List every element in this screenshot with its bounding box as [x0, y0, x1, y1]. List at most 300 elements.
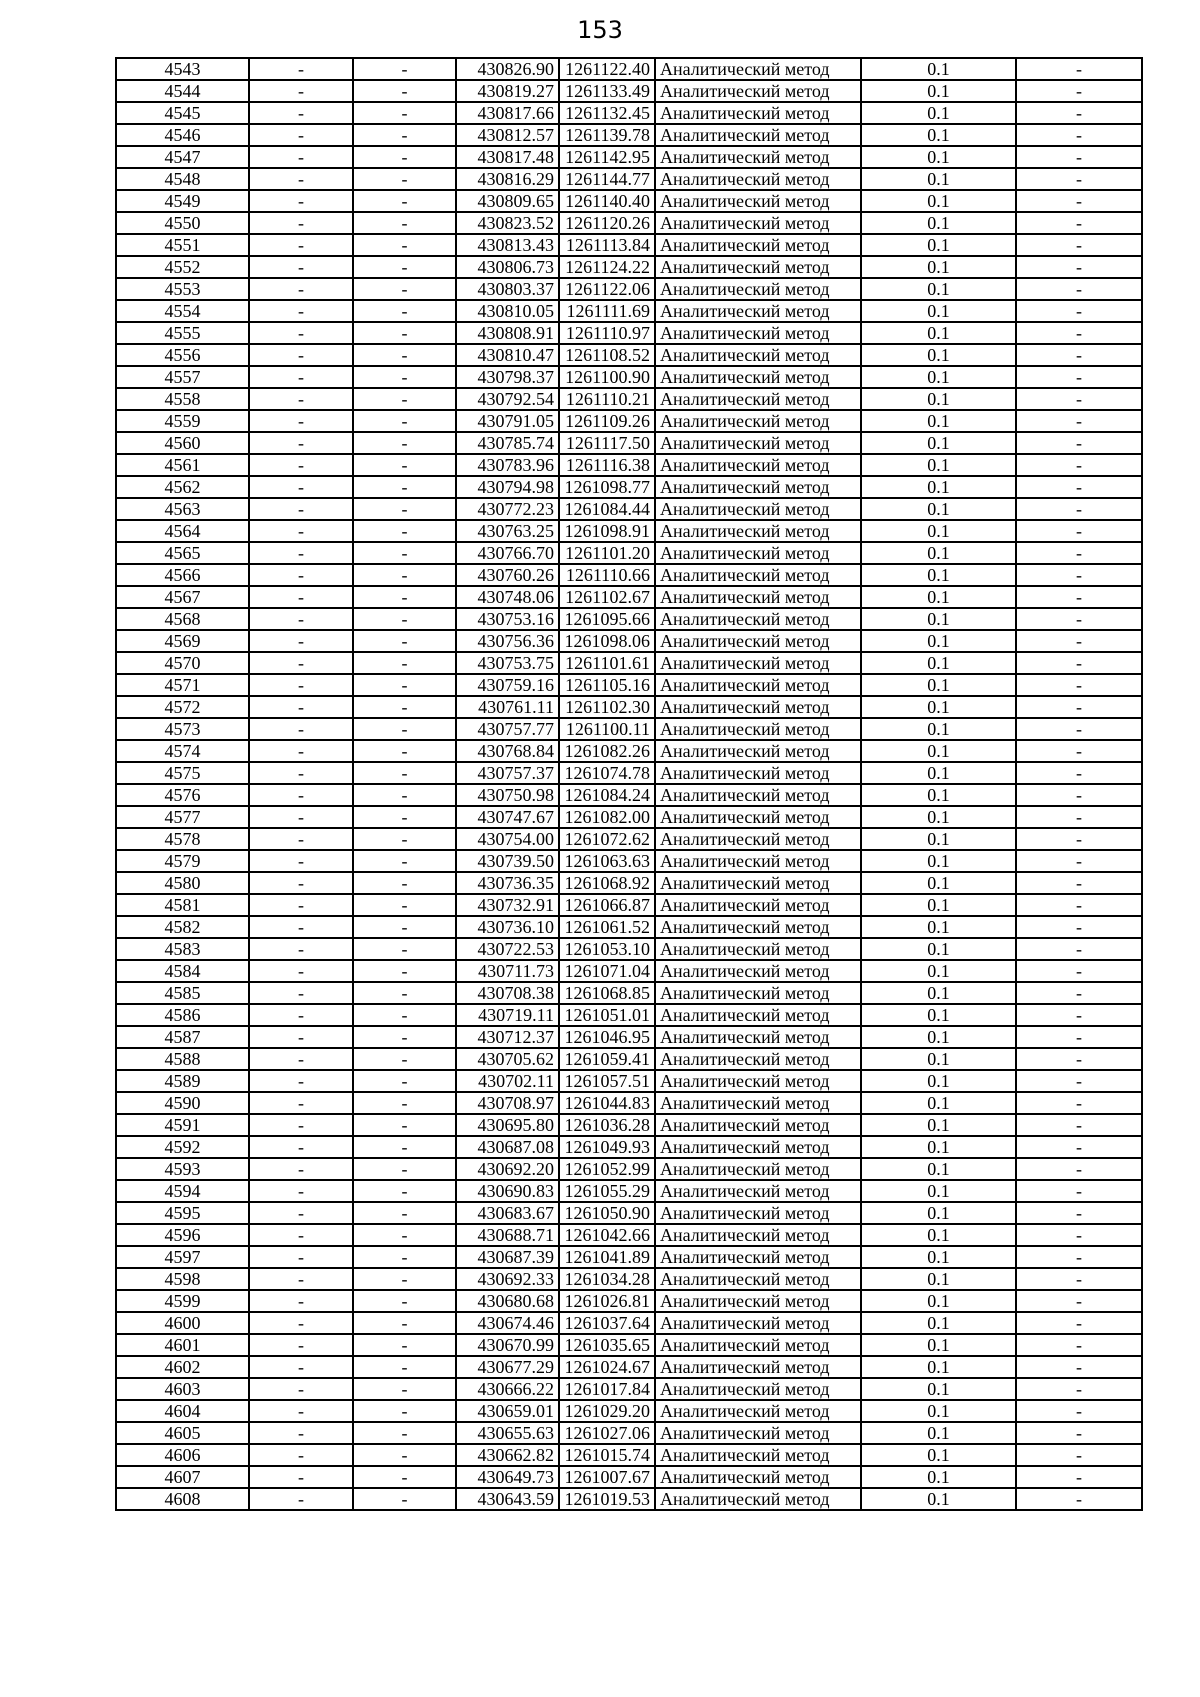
cell-point-number: 4546 [116, 124, 249, 146]
cell-x-coordinate: 430750.98 [456, 784, 559, 806]
cell-x-coordinate: 430732.91 [456, 894, 559, 916]
cell-x-coordinate: 430813.43 [456, 234, 559, 256]
cell-x-coordinate: 430736.10 [456, 916, 559, 938]
cell-point-number: 4564 [116, 520, 249, 542]
cell-x-coordinate: 430760.26 [456, 564, 559, 586]
coordinates-table [115, 57, 1143, 1511]
cell-point-number: 4586 [116, 1004, 249, 1026]
cell-col-8: - [1016, 388, 1142, 410]
cell-x-coordinate: 430683.67 [456, 1202, 559, 1224]
cell-col-3: - [353, 344, 456, 366]
cell-accuracy: 0.1 [861, 102, 1016, 124]
cell-col-8: - [1016, 652, 1142, 674]
cell-col-8: - [1016, 1180, 1142, 1202]
cell-method: Аналитический метод [655, 1268, 861, 1290]
cell-y-coordinate: 1261108.52 [559, 344, 655, 366]
cell-x-coordinate: 430766.70 [456, 542, 559, 564]
cell-col-8: - [1016, 1422, 1142, 1444]
cell-y-coordinate: 1261144.77 [559, 168, 655, 190]
cell-point-number: 4567 [116, 586, 249, 608]
cell-x-coordinate: 430809.65 [456, 190, 559, 212]
cell-x-coordinate: 430712.37 [456, 1026, 559, 1048]
cell-col-3: - [353, 278, 456, 300]
cell-x-coordinate: 430687.39 [456, 1246, 559, 1268]
cell-y-coordinate: 1261113.84 [559, 234, 655, 256]
table-row [116, 322, 1142, 344]
cell-col-8: - [1016, 762, 1142, 784]
cell-accuracy: 0.1 [861, 1026, 1016, 1048]
cell-y-coordinate: 1261029.20 [559, 1400, 655, 1422]
cell-point-number: 4544 [116, 80, 249, 102]
table-row [116, 652, 1142, 674]
table-row [116, 1422, 1142, 1444]
table-row [116, 872, 1142, 894]
cell-point-number: 4555 [116, 322, 249, 344]
cell-col-3: - [353, 1268, 456, 1290]
cell-x-coordinate: 430748.06 [456, 586, 559, 608]
cell-point-number: 4572 [116, 696, 249, 718]
cell-col-8: - [1016, 80, 1142, 102]
table-row [116, 850, 1142, 872]
cell-col-3: - [353, 168, 456, 190]
cell-col-2: - [249, 410, 353, 432]
table-row [116, 696, 1142, 718]
cell-point-number: 4573 [116, 718, 249, 740]
cell-point-number: 4543 [116, 58, 249, 80]
cell-col-8: - [1016, 168, 1142, 190]
cell-method: Аналитический метод [655, 58, 861, 80]
cell-accuracy: 0.1 [861, 1422, 1016, 1444]
cell-col-8: - [1016, 586, 1142, 608]
cell-col-8: - [1016, 850, 1142, 872]
cell-y-coordinate: 1261055.29 [559, 1180, 655, 1202]
cell-y-coordinate: 1261095.66 [559, 608, 655, 630]
cell-point-number: 4601 [116, 1334, 249, 1356]
cell-method: Аналитический метод [655, 256, 861, 278]
cell-col-8: - [1016, 806, 1142, 828]
cell-method: Аналитический метод [655, 322, 861, 344]
cell-accuracy: 0.1 [861, 718, 1016, 740]
cell-x-coordinate: 430739.50 [456, 850, 559, 872]
cell-y-coordinate: 1261041.89 [559, 1246, 655, 1268]
cell-accuracy: 0.1 [861, 80, 1016, 102]
cell-method: Аналитический метод [655, 564, 861, 586]
cell-point-number: 4606 [116, 1444, 249, 1466]
cell-method: Аналитический метод [655, 1488, 861, 1510]
cell-col-3: - [353, 300, 456, 322]
cell-y-coordinate: 1261102.30 [559, 696, 655, 718]
table-row [116, 1048, 1142, 1070]
cell-x-coordinate: 430649.73 [456, 1466, 559, 1488]
cell-col-2: - [249, 476, 353, 498]
cell-col-2: - [249, 982, 353, 1004]
cell-x-coordinate: 430761.11 [456, 696, 559, 718]
cell-y-coordinate: 1261116.38 [559, 454, 655, 476]
cell-col-3: - [353, 542, 456, 564]
table-row [116, 916, 1142, 938]
cell-x-coordinate: 430810.05 [456, 300, 559, 322]
cell-accuracy: 0.1 [861, 476, 1016, 498]
cell-point-number: 4605 [116, 1422, 249, 1444]
cell-point-number: 4558 [116, 388, 249, 410]
cell-col-2: - [249, 718, 353, 740]
cell-y-coordinate: 1261057.51 [559, 1070, 655, 1092]
cell-col-2: - [249, 1048, 353, 1070]
cell-y-coordinate: 1261133.49 [559, 80, 655, 102]
cell-col-3: - [353, 1136, 456, 1158]
cell-point-number: 4575 [116, 762, 249, 784]
cell-method: Аналитический метод [655, 344, 861, 366]
cell-y-coordinate: 1261072.62 [559, 828, 655, 850]
cell-col-8: - [1016, 542, 1142, 564]
cell-col-8: - [1016, 1004, 1142, 1026]
cell-accuracy: 0.1 [861, 1224, 1016, 1246]
cell-x-coordinate: 430785.74 [456, 432, 559, 454]
cell-accuracy: 0.1 [861, 1488, 1016, 1510]
cell-col-8: - [1016, 1048, 1142, 1070]
cell-x-coordinate: 430692.33 [456, 1268, 559, 1290]
cell-method: Аналитический метод [655, 982, 861, 1004]
cell-col-2: - [249, 1356, 353, 1378]
cell-accuracy: 0.1 [861, 58, 1016, 80]
cell-col-3: - [353, 916, 456, 938]
cell-col-2: - [249, 124, 353, 146]
cell-col-2: - [249, 344, 353, 366]
cell-x-coordinate: 430680.68 [456, 1290, 559, 1312]
cell-col-3: - [353, 586, 456, 608]
cell-col-3: - [353, 102, 456, 124]
cell-col-8: - [1016, 982, 1142, 1004]
table-row [116, 432, 1142, 454]
cell-col-8: - [1016, 1158, 1142, 1180]
cell-col-3: - [353, 674, 456, 696]
cell-accuracy: 0.1 [861, 322, 1016, 344]
cell-col-8: - [1016, 1290, 1142, 1312]
cell-col-8: - [1016, 234, 1142, 256]
cell-col-8: - [1016, 916, 1142, 938]
cell-col-3: - [353, 1202, 456, 1224]
table-row [116, 718, 1142, 740]
cell-col-8: - [1016, 278, 1142, 300]
cell-point-number: 4602 [116, 1356, 249, 1378]
cell-col-2: - [249, 1268, 353, 1290]
table-row [116, 102, 1142, 124]
cell-col-2: - [249, 1092, 353, 1114]
cell-method: Аналитический метод [655, 806, 861, 828]
cell-point-number: 4566 [116, 564, 249, 586]
cell-y-coordinate: 1261044.83 [559, 1092, 655, 1114]
cell-point-number: 4581 [116, 894, 249, 916]
cell-point-number: 4548 [116, 168, 249, 190]
cell-method: Аналитический метод [655, 1026, 861, 1048]
cell-method: Аналитический метод [655, 476, 861, 498]
table-row [116, 894, 1142, 916]
cell-x-coordinate: 430708.38 [456, 982, 559, 1004]
cell-x-coordinate: 430757.77 [456, 718, 559, 740]
cell-accuracy: 0.1 [861, 608, 1016, 630]
cell-col-2: - [249, 1422, 353, 1444]
cell-y-coordinate: 1261100.11 [559, 718, 655, 740]
cell-x-coordinate: 430823.52 [456, 212, 559, 234]
table-row [116, 784, 1142, 806]
cell-col-3: - [353, 432, 456, 454]
cell-col-3: - [353, 80, 456, 102]
cell-col-8: - [1016, 872, 1142, 894]
cell-col-3: - [353, 850, 456, 872]
cell-y-coordinate: 1261034.28 [559, 1268, 655, 1290]
cell-y-coordinate: 1261140.40 [559, 190, 655, 212]
cell-x-coordinate: 430692.20 [456, 1158, 559, 1180]
cell-accuracy: 0.1 [861, 1092, 1016, 1114]
cell-method: Аналитический метод [655, 520, 861, 542]
cell-col-3: - [353, 608, 456, 630]
cell-y-coordinate: 1261101.20 [559, 542, 655, 564]
cell-y-coordinate: 1261042.66 [559, 1224, 655, 1246]
cell-col-3: - [353, 388, 456, 410]
cell-accuracy: 0.1 [861, 1378, 1016, 1400]
cell-col-2: - [249, 740, 353, 762]
table-row [116, 1312, 1142, 1334]
table-row [116, 498, 1142, 520]
cell-point-number: 4591 [116, 1114, 249, 1136]
cell-point-number: 4556 [116, 344, 249, 366]
cell-x-coordinate: 430695.80 [456, 1114, 559, 1136]
cell-method: Аналитический метод [655, 1312, 861, 1334]
cell-accuracy: 0.1 [861, 1070, 1016, 1092]
cell-col-3: - [353, 1400, 456, 1422]
cell-col-8: - [1016, 630, 1142, 652]
cell-method: Аналитический метод [655, 938, 861, 960]
cell-x-coordinate: 430817.66 [456, 102, 559, 124]
cell-method: Аналитический метод [655, 1378, 861, 1400]
cell-point-number: 4590 [116, 1092, 249, 1114]
cell-y-coordinate: 1261124.22 [559, 256, 655, 278]
cell-method: Аналитический метод [655, 1356, 861, 1378]
cell-col-2: - [249, 1378, 353, 1400]
table-row [116, 410, 1142, 432]
table-row [116, 1092, 1142, 1114]
cell-point-number: 4596 [116, 1224, 249, 1246]
cell-col-8: - [1016, 784, 1142, 806]
cell-point-number: 4603 [116, 1378, 249, 1400]
cell-col-8: - [1016, 1466, 1142, 1488]
cell-col-8: - [1016, 102, 1142, 124]
cell-x-coordinate: 430757.37 [456, 762, 559, 784]
table-row [116, 1444, 1142, 1466]
cell-col-3: - [353, 1444, 456, 1466]
cell-accuracy: 0.1 [861, 894, 1016, 916]
cell-y-coordinate: 1261110.21 [559, 388, 655, 410]
cell-point-number: 4571 [116, 674, 249, 696]
cell-method: Аналитический метод [655, 630, 861, 652]
cell-point-number: 4585 [116, 982, 249, 1004]
cell-col-3: - [353, 872, 456, 894]
cell-point-number: 4554 [116, 300, 249, 322]
cell-col-2: - [249, 916, 353, 938]
cell-col-3: - [353, 1180, 456, 1202]
cell-accuracy: 0.1 [861, 146, 1016, 168]
cell-y-coordinate: 1261110.66 [559, 564, 655, 586]
cell-x-coordinate: 430772.23 [456, 498, 559, 520]
cell-method: Аналитический метод [655, 762, 861, 784]
table-row [116, 1070, 1142, 1092]
table-row [116, 806, 1142, 828]
cell-method: Аналитический метод [655, 190, 861, 212]
cell-x-coordinate: 430783.96 [456, 454, 559, 476]
cell-accuracy: 0.1 [861, 828, 1016, 850]
cell-y-coordinate: 1261122.40 [559, 58, 655, 80]
cell-method: Аналитический метод [655, 1114, 861, 1136]
cell-point-number: 4552 [116, 256, 249, 278]
cell-method: Аналитический метод [655, 212, 861, 234]
page-number: 153 [577, 16, 623, 44]
cell-method: Аналитический метод [655, 454, 861, 476]
cell-col-3: - [353, 1158, 456, 1180]
cell-y-coordinate: 1261059.41 [559, 1048, 655, 1070]
cell-col-3: - [353, 740, 456, 762]
table-row [116, 982, 1142, 1004]
cell-method: Аналитический метод [655, 1444, 861, 1466]
cell-col-8: - [1016, 1268, 1142, 1290]
cell-accuracy: 0.1 [861, 982, 1016, 1004]
cell-col-2: - [249, 762, 353, 784]
cell-point-number: 4592 [116, 1136, 249, 1158]
cell-accuracy: 0.1 [861, 674, 1016, 696]
cell-point-number: 4557 [116, 366, 249, 388]
cell-point-number: 4559 [116, 410, 249, 432]
cell-x-coordinate: 430719.11 [456, 1004, 559, 1026]
cell-col-8: - [1016, 190, 1142, 212]
cell-accuracy: 0.1 [861, 1290, 1016, 1312]
cell-y-coordinate: 1261053.10 [559, 938, 655, 960]
cell-y-coordinate: 1261111.69 [559, 300, 655, 322]
cell-method: Аналитический метод [655, 894, 861, 916]
cell-col-2: - [249, 234, 353, 256]
cell-col-2: - [249, 872, 353, 894]
cell-y-coordinate: 1261027.06 [559, 1422, 655, 1444]
cell-x-coordinate: 430768.84 [456, 740, 559, 762]
cell-accuracy: 0.1 [861, 1268, 1016, 1290]
table-row [116, 564, 1142, 586]
cell-col-2: - [249, 960, 353, 982]
cell-col-2: - [249, 1334, 353, 1356]
cell-method: Аналитический метод [655, 916, 861, 938]
cell-col-3: - [353, 894, 456, 916]
table-row [116, 1268, 1142, 1290]
cell-accuracy: 0.1 [861, 652, 1016, 674]
cell-col-8: - [1016, 1356, 1142, 1378]
cell-col-3: - [353, 1290, 456, 1312]
cell-method: Аналитический метод [655, 696, 861, 718]
cell-point-number: 4578 [116, 828, 249, 850]
cell-y-coordinate: 1261017.84 [559, 1378, 655, 1400]
table-row [116, 630, 1142, 652]
cell-col-2: - [249, 564, 353, 586]
cell-col-2: - [249, 630, 353, 652]
cell-accuracy: 0.1 [861, 278, 1016, 300]
cell-x-coordinate: 430722.53 [456, 938, 559, 960]
table-row [116, 608, 1142, 630]
cell-point-number: 4570 [116, 652, 249, 674]
cell-y-coordinate: 1261074.78 [559, 762, 655, 784]
cell-accuracy: 0.1 [861, 234, 1016, 256]
cell-col-2: - [249, 652, 353, 674]
table-row [116, 146, 1142, 168]
cell-accuracy: 0.1 [861, 1202, 1016, 1224]
cell-col-3: - [353, 124, 456, 146]
cell-point-number: 4587 [116, 1026, 249, 1048]
cell-col-8: - [1016, 256, 1142, 278]
table-row [116, 1290, 1142, 1312]
cell-col-8: - [1016, 300, 1142, 322]
cell-x-coordinate: 430659.01 [456, 1400, 559, 1422]
table-row [116, 278, 1142, 300]
table-row [116, 1356, 1142, 1378]
table-row [116, 168, 1142, 190]
cell-accuracy: 0.1 [861, 1312, 1016, 1334]
cell-x-coordinate: 430687.08 [456, 1136, 559, 1158]
cell-accuracy: 0.1 [861, 1180, 1016, 1202]
cell-col-8: - [1016, 740, 1142, 762]
cell-col-2: - [249, 58, 353, 80]
cell-y-coordinate: 1261015.74 [559, 1444, 655, 1466]
cell-point-number: 4562 [116, 476, 249, 498]
cell-accuracy: 0.1 [861, 564, 1016, 586]
cell-y-coordinate: 1261051.01 [559, 1004, 655, 1026]
cell-x-coordinate: 430792.54 [456, 388, 559, 410]
cell-col-8: - [1016, 58, 1142, 80]
cell-accuracy: 0.1 [861, 806, 1016, 828]
cell-point-number: 4550 [116, 212, 249, 234]
cell-col-2: - [249, 1444, 353, 1466]
cell-col-8: - [1016, 146, 1142, 168]
cell-col-2: - [249, 190, 353, 212]
cell-x-coordinate: 430670.99 [456, 1334, 559, 1356]
cell-y-coordinate: 1261024.67 [559, 1356, 655, 1378]
cell-x-coordinate: 430826.90 [456, 58, 559, 80]
cell-col-2: - [249, 1400, 353, 1422]
cell-accuracy: 0.1 [861, 1356, 1016, 1378]
cell-accuracy: 0.1 [861, 1334, 1016, 1356]
cell-method: Аналитический метод [655, 828, 861, 850]
cell-col-3: - [353, 938, 456, 960]
cell-method: Аналитический метод [655, 498, 861, 520]
cell-col-2: - [249, 1488, 353, 1510]
cell-col-3: - [353, 806, 456, 828]
cell-x-coordinate: 430803.37 [456, 278, 559, 300]
cell-accuracy: 0.1 [861, 740, 1016, 762]
cell-accuracy: 0.1 [861, 1004, 1016, 1026]
cell-point-number: 4597 [116, 1246, 249, 1268]
cell-col-2: - [249, 784, 353, 806]
cell-method: Аналитический метод [655, 432, 861, 454]
cell-accuracy: 0.1 [861, 696, 1016, 718]
cell-col-2: - [249, 432, 353, 454]
cell-accuracy: 0.1 [861, 1048, 1016, 1070]
cell-method: Аналитический метод [655, 102, 861, 124]
cell-x-coordinate: 430747.67 [456, 806, 559, 828]
cell-x-coordinate: 430753.75 [456, 652, 559, 674]
cell-accuracy: 0.1 [861, 432, 1016, 454]
cell-accuracy: 0.1 [861, 1246, 1016, 1268]
cell-point-number: 4580 [116, 872, 249, 894]
cell-col-2: - [249, 322, 353, 344]
cell-y-coordinate: 1261049.93 [559, 1136, 655, 1158]
cell-y-coordinate: 1261105.16 [559, 674, 655, 696]
cell-y-coordinate: 1261046.95 [559, 1026, 655, 1048]
cell-col-2: - [249, 1004, 353, 1026]
cell-x-coordinate: 430759.16 [456, 674, 559, 696]
